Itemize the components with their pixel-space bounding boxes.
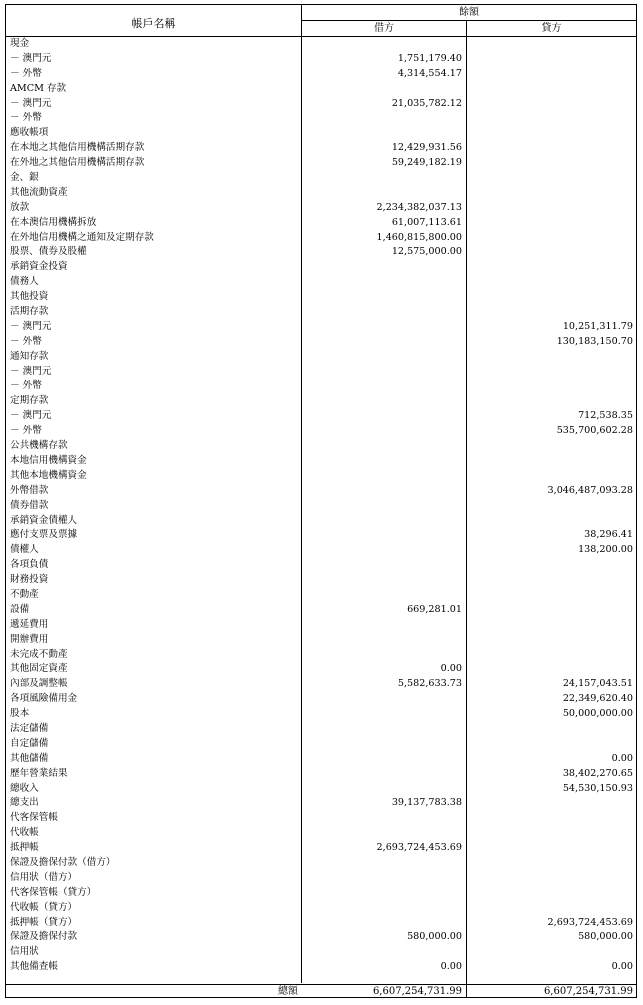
total-credit: 6,607,254,731.99 xyxy=(543,986,633,997)
table-row xyxy=(6,782,636,797)
table-row xyxy=(6,290,636,305)
table-row xyxy=(6,454,636,469)
account-name-header-cell xyxy=(6,5,302,36)
account-name: 各項風險備用金 xyxy=(10,693,78,705)
account-name: 股本 xyxy=(10,708,30,720)
table-row xyxy=(6,499,636,514)
trial-balance-table xyxy=(5,4,637,998)
credit-header: 貸方 xyxy=(541,23,562,34)
account-name: 公共機構存款 xyxy=(10,440,68,452)
table-row xyxy=(6,365,636,380)
debit-amount: 5,582,633.73 xyxy=(397,678,462,690)
account-name: 設備 xyxy=(10,603,30,615)
table-row xyxy=(6,111,636,126)
table-row xyxy=(6,409,636,424)
account-name: 其他備查帳 xyxy=(10,961,58,973)
account-name: 財務投資 xyxy=(10,574,49,586)
credit-amount: 22,349,620.40 xyxy=(562,693,633,705)
table-row xyxy=(6,871,636,886)
table-row xyxy=(6,216,636,231)
credit-amount: 712,538.35 xyxy=(578,410,633,422)
account-name: － 澳門元 xyxy=(10,97,52,109)
debit-amount: 2,234,382,037.13 xyxy=(376,201,462,213)
account-name: 其他本地機構資金 xyxy=(10,469,87,481)
table-row xyxy=(6,201,636,216)
account-name: 內部及調整帳 xyxy=(10,678,68,690)
credit-amount: 54,530,150.93 xyxy=(562,782,633,794)
account-name: 承銷資金債權人 xyxy=(10,514,78,526)
table-row xyxy=(6,662,636,677)
credit-amount: 138,200.00 xyxy=(578,544,633,556)
debit-amount: 0.00 xyxy=(440,961,462,973)
table-row xyxy=(6,767,636,782)
credit-amount: 38,402,270.65 xyxy=(562,767,633,779)
account-name: － 澳門元 xyxy=(10,52,52,64)
table-row xyxy=(6,171,636,186)
account-name: 金、銀 xyxy=(10,172,39,184)
account-name: 信用狀 xyxy=(10,946,39,958)
table-row xyxy=(6,320,636,335)
account-name: 承銷資金投資 xyxy=(10,261,68,273)
account-name: AMCM 存款 xyxy=(10,82,67,94)
table-row xyxy=(6,543,636,558)
table-row xyxy=(6,528,636,543)
table-row xyxy=(6,156,636,171)
table-row xyxy=(6,245,636,260)
account-name: 保證及擔保付款（借方） xyxy=(10,856,116,868)
account-name: 遞延費用 xyxy=(10,618,49,630)
table-header xyxy=(6,5,636,37)
table-row xyxy=(6,424,636,439)
table-row xyxy=(6,305,636,320)
debit-amount: 580,000.00 xyxy=(407,931,462,943)
credit-amount: 24,157,043.51 xyxy=(562,678,633,690)
table-row xyxy=(6,722,636,737)
table-row xyxy=(6,335,636,350)
table-row xyxy=(6,379,636,394)
account-name: 本地信用機構資金 xyxy=(10,454,87,466)
account-name: 定期存款 xyxy=(10,395,49,407)
table-row xyxy=(6,186,636,201)
table-row xyxy=(6,856,636,871)
table-row xyxy=(6,960,636,975)
table-row xyxy=(6,901,636,916)
table-row xyxy=(6,692,636,707)
account-name: 在外地之其他信用機構活期存款 xyxy=(10,157,145,169)
balance-header: 餘額 xyxy=(302,5,636,21)
debit-amount: 12,575,000.00 xyxy=(391,246,462,258)
debit-amount: 61,007,113.61 xyxy=(391,216,462,228)
table-row xyxy=(6,141,636,156)
credit-amount: 10,251,311.79 xyxy=(562,320,633,332)
table-row xyxy=(6,97,636,112)
account-name: 股票、債券及股權 xyxy=(10,246,87,258)
table-row xyxy=(6,52,636,67)
account-name: － 澳門元 xyxy=(10,410,52,422)
account-name: － 外幣 xyxy=(10,67,42,79)
table-row xyxy=(6,67,636,82)
account-name: 其他儲備 xyxy=(10,752,49,764)
table-row xyxy=(6,648,636,663)
credit-amount: 50,000,000.00 xyxy=(562,708,633,720)
account-name: 保證及擔保付款 xyxy=(10,931,78,943)
table-row xyxy=(6,841,636,856)
account-name: 不動產 xyxy=(10,588,39,600)
account-name: 代客保管帳（貸方） xyxy=(10,886,97,898)
total-label: 總額 xyxy=(278,986,298,997)
account-name: 在本澳信用機構拆放 xyxy=(10,216,97,228)
account-name: 債權人 xyxy=(10,544,39,556)
account-name: 自定儲備 xyxy=(10,737,49,749)
debit-amount: 669,281.01 xyxy=(407,603,462,615)
table-row xyxy=(6,37,636,52)
account-name: 放款 xyxy=(10,201,30,213)
account-name: 未完成不動產 xyxy=(10,648,68,660)
total-debit: 6,607,254,731.99 xyxy=(372,986,462,997)
debit-amount: 1,751,179.40 xyxy=(397,52,462,64)
table-row xyxy=(6,811,636,826)
account-name: 代客保管帳 xyxy=(10,812,58,824)
table-row xyxy=(6,677,636,692)
table-row xyxy=(6,886,636,901)
table-row xyxy=(6,573,636,588)
debit-amount: 39,137,783.38 xyxy=(391,797,462,809)
account-name: 代收帳（貸方） xyxy=(10,901,78,913)
account-name: 歷年營業結果 xyxy=(10,767,68,779)
table-row xyxy=(6,82,636,97)
account-name: 各項負債 xyxy=(10,559,49,571)
table-row xyxy=(6,633,636,648)
account-name: 通知存款 xyxy=(10,350,49,362)
debit-amount: 21,035,782.12 xyxy=(391,97,462,109)
account-name: 代收帳 xyxy=(10,827,39,839)
table-row xyxy=(6,916,636,931)
debit-amount: 59,249,182.19 xyxy=(391,157,462,169)
credit-amount: 38,296.41 xyxy=(584,529,633,541)
table-row xyxy=(6,796,636,811)
credit-amount: 3,046,487,093.28 xyxy=(547,484,633,496)
debit-amount: 12,429,931.56 xyxy=(391,142,462,154)
account-name: 應付支票及票據 xyxy=(10,529,78,541)
account-name: － 外幣 xyxy=(10,380,42,392)
debit-amount: 2,693,724,453.69 xyxy=(376,842,462,854)
debit-header: 借方 xyxy=(302,21,467,36)
account-name: 其他流動資產 xyxy=(10,186,68,198)
debit-amount: 0.00 xyxy=(440,663,462,675)
table-row xyxy=(6,350,636,365)
account-name: 其他投資 xyxy=(10,291,49,303)
account-name: 抵押帳 xyxy=(10,842,39,854)
table-body xyxy=(6,37,636,975)
account-name: 債務人 xyxy=(10,276,39,288)
table-row xyxy=(6,439,636,454)
account-name: 總收入 xyxy=(10,782,39,794)
account-name: 抵押帳（貸方） xyxy=(10,916,78,928)
table-row xyxy=(6,558,636,573)
table-row xyxy=(6,707,636,722)
table-row xyxy=(6,737,636,752)
account-name: 信用狀（借方） xyxy=(10,871,78,883)
table-row xyxy=(6,514,636,529)
table-row xyxy=(6,588,636,603)
credit-amount: 130,183,150.70 xyxy=(556,335,633,347)
account-name: 其他固定資產 xyxy=(10,663,68,675)
credit-amount: 580,000.00 xyxy=(578,931,633,943)
credit-amount: 535,700,602.28 xyxy=(556,425,633,437)
account-name: － 澳門元 xyxy=(10,365,52,377)
table-row xyxy=(6,484,636,499)
account-name: 開辦費用 xyxy=(10,633,49,645)
credit-amount: 2,693,724,453.69 xyxy=(547,916,633,928)
account-name: 外幣借款 xyxy=(10,484,49,496)
table-row xyxy=(6,826,636,841)
table-row xyxy=(6,126,636,141)
account-name: － 外幣 xyxy=(10,112,42,124)
account-name-header: 帳戶名稱 xyxy=(131,17,176,30)
table-row xyxy=(6,752,636,767)
table-row xyxy=(6,275,636,290)
debit-amount: 1,460,815,800.00 xyxy=(376,231,462,243)
table-row xyxy=(6,945,636,960)
table-row xyxy=(6,618,636,633)
account-name: 應收帳項 xyxy=(10,127,49,139)
account-name: 債券借款 xyxy=(10,499,49,511)
credit-amount: 0.00 xyxy=(611,752,633,764)
total-row xyxy=(6,984,636,998)
account-name: － 外幣 xyxy=(10,335,42,347)
table-row xyxy=(6,603,636,618)
debit-amount: 4,314,554.17 xyxy=(397,67,462,79)
table-row xyxy=(6,260,636,275)
account-name: 在本地之其他信用機構活期存款 xyxy=(10,142,145,154)
table-row xyxy=(6,469,636,484)
table-row xyxy=(6,930,636,945)
account-name: － 澳門元 xyxy=(10,320,52,332)
account-name: 法定儲備 xyxy=(10,722,49,734)
table-row xyxy=(6,394,636,409)
account-name: 在外地信用機構之通知及定期存款 xyxy=(10,231,154,243)
account-name: － 外幣 xyxy=(10,425,42,437)
account-name: 總支出 xyxy=(10,797,39,809)
account-name: 現金 xyxy=(10,38,30,49)
credit-amount: 0.00 xyxy=(611,961,633,973)
table-row xyxy=(6,231,636,246)
account-name: 活期存款 xyxy=(10,306,49,318)
